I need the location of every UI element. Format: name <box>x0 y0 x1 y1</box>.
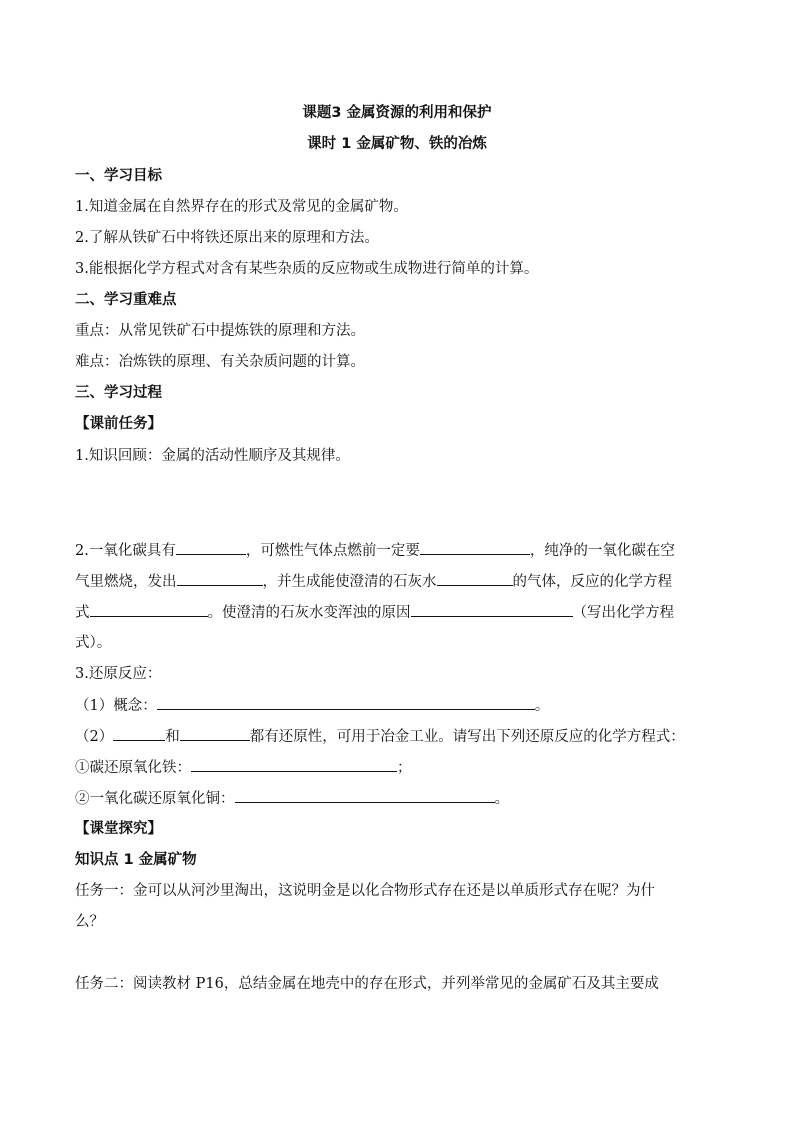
goal-item-2: 2.了解从铁矿石中将铁还原出来的原理和方法。 <box>75 230 379 246</box>
question-2-text-e: ，并生成能使澄清的石灰水 <box>262 574 437 590</box>
question-2-text-a: 2.一氧化碳具有 <box>75 543 176 559</box>
question-1: 1.知识回顾：金属的活动性顺序及其规律。 <box>75 448 350 464</box>
question-2-text-g: 式 <box>75 605 90 621</box>
section-heading-goals: 一、学习目标 <box>75 168 162 184</box>
task-1-line-1: 任务一：金可以从河沙里淘出，这说明金是以化合物形式存在还是以单质形式存在呢？为什 <box>75 883 655 899</box>
fill-blank[interactable] <box>180 726 250 741</box>
knowledge-point-1-heading: 知识点 1 金属矿物 <box>75 852 197 868</box>
fill-blank[interactable] <box>176 540 246 555</box>
fill-blank[interactable] <box>191 757 397 772</box>
question-2-line-1 <box>75 540 675 561</box>
section-heading-key-points: 二、学习重难点 <box>75 292 177 308</box>
difficult-point: 难点：冶炼铁的原理、有关杂质问题的计算。 <box>75 354 365 370</box>
concept-label: （1）概念： <box>75 698 157 714</box>
equation-2-label: ②一氧化碳还原氧化铜： <box>75 791 235 807</box>
part-2-text-and: 和 <box>165 729 180 745</box>
equation-1 <box>75 757 412 778</box>
part-2-label: （2） <box>75 729 114 745</box>
fill-blank[interactable] <box>177 571 263 586</box>
question-2-line-3 <box>75 602 674 623</box>
question-2-text-b: ，可燃性气体点燃前一定要 <box>245 543 420 559</box>
concept-end: 。 <box>534 698 550 714</box>
goal-item-1: 1.知道金属在自然界存在的形式及常见的金属矿物。 <box>75 199 408 215</box>
question-2-text-f: 的气体，反应的化学方程 <box>512 574 672 590</box>
question-2-text-c: ，纯净的一氧化碳在空 <box>529 543 675 559</box>
section-heading-process: 三、学习过程 <box>75 385 162 401</box>
task-1-line-2: 么？ <box>75 914 104 930</box>
equation-1-label: ①碳还原氧化铁： <box>75 760 191 776</box>
equation-1-end: ； <box>397 760 412 776</box>
document-subtitle: 课时 1 金属矿物、铁的冶炼 <box>307 136 487 152</box>
key-point: 重点：从常见铁矿石中提炼铁的原理和方法。 <box>75 323 365 339</box>
document-title: 课题3 金属资源的利用和保护 <box>302 105 492 121</box>
part-2-text: 都有还原性，可用于冶金工业。请写出下列还原反应的化学方程式： <box>249 729 685 745</box>
equation-2 <box>75 788 509 809</box>
goal-item-3: 3.能根据化学方程式对含有某些杂质的反应物或生成物进行简单的计算。 <box>75 261 539 277</box>
question-3-concept <box>75 695 549 716</box>
question-2-line-4: 式）。 <box>75 635 112 651</box>
fill-blank[interactable] <box>411 602 573 617</box>
task-2-line: 任务二：阅读教材 P16，总结金属在地壳中的存在形式，并列举常见的金属矿石及其主要成 <box>75 976 659 992</box>
fill-blank[interactable] <box>235 788 495 803</box>
fill-blank[interactable] <box>113 726 165 741</box>
fill-blank[interactable] <box>157 695 535 710</box>
fill-blank[interactable] <box>420 540 530 555</box>
fill-blank[interactable] <box>437 571 513 586</box>
question-2-line-2 <box>75 571 672 592</box>
question-3-part-2 <box>75 726 685 747</box>
fill-blank[interactable] <box>90 602 208 617</box>
pre-class-task-heading: 【课前任务】 <box>75 416 162 432</box>
class-explore-heading: 【课堂探究】 <box>75 821 162 837</box>
question-2-text-i: （写出化学方程 <box>572 605 674 621</box>
question-2-text-h: 。使澄清的石灰水变浑浊的原因 <box>207 605 411 621</box>
question-3-title: 3.还原反应： <box>75 666 162 682</box>
question-2-text-d: 气里燃烧，发出 <box>75 574 177 590</box>
equation-2-end: 。 <box>494 791 509 807</box>
